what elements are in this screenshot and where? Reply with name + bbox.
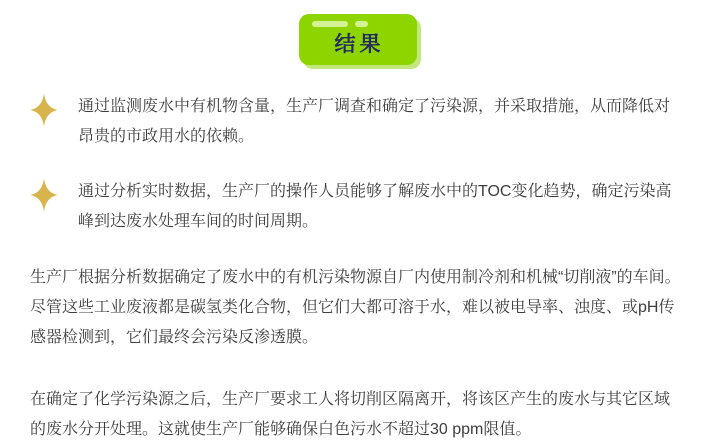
sparkle-icon — [30, 92, 78, 127]
list-item — [30, 177, 685, 237]
badge-shine-bar-short — [355, 21, 368, 27]
badge-shine-bar-long — [312, 21, 348, 27]
list-item — [30, 92, 685, 152]
badge-label: 结果 — [334, 33, 385, 56]
badge-shine-icon — [312, 21, 417, 27]
paragraph: 在确定了化学污染源之后，生产厂要求工人将切削区隔离开，将该区产生的废水与其它区域的废水分开处理。这就使生产厂能够确保白色污水不超过30 ppm限值。 — [30, 391, 671, 438]
sparkle-icon — [30, 177, 78, 212]
paragraph: 生产厂根据分析数据确定了废水中的有机污染物源自厂内使用制冷剂和机械“切削液”的车间。尽管这些工业废液都是碳氢类化合物，但它们大都可溶于水，难以被电导率、浊度、或pH传感器检测到，它们最终会污染反渗透膜。 — [30, 269, 681, 346]
bullet-text: 通过分析实时数据，生产厂的操作人员能够了解废水中的TOC变化趋势，确定污染高峰到达废水处理车间的时间周期。 — [78, 183, 672, 230]
results-badge — [299, 14, 417, 65]
bullet-list — [30, 92, 685, 237]
bullet-text: 通过监测废水中有机物含量，生产厂调查和确定了污染源，并采取措施，从而降低对昂贵的市政用水的依赖。 — [78, 98, 671, 145]
